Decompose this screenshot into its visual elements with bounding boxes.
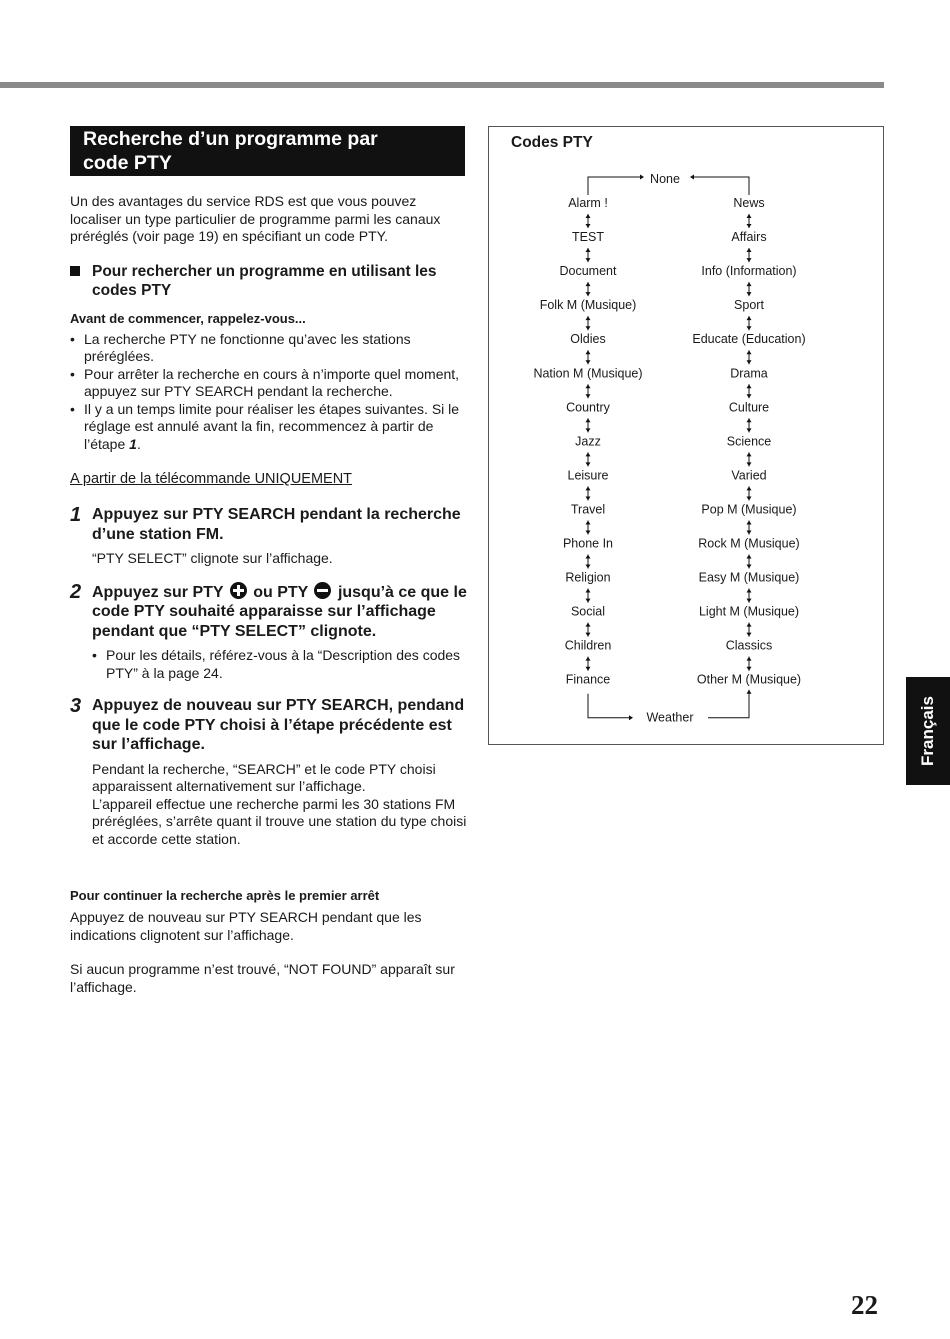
pty-code-none: None (650, 172, 680, 186)
arrow-head-up-icon (747, 657, 752, 661)
list-item-text: Il y a un temps limite pour réaliser les étapes suivantes. Si le réglage est annulé avant la fin, recommencez à partir de l’étape (84, 400, 460, 452)
minus-circle-icon (314, 582, 331, 599)
pty-code-left: Alarm ! (568, 196, 608, 210)
arrow-head-down-icon (586, 224, 591, 228)
arrow-head-up-icon (747, 452, 752, 456)
arrow-head-up-icon (747, 690, 752, 694)
step-3-body-1: Pendant la recherche, “SEARCH” et le code PTY choisi apparaissent alternativement sur l’affichage. (92, 760, 436, 794)
arrow-head-up-icon (586, 384, 591, 388)
arrow-head-up-icon (747, 555, 752, 559)
arrow-head-right-icon (640, 175, 644, 180)
arrow-head-down-icon (747, 565, 752, 569)
arrow-head-up-icon (586, 418, 591, 422)
step-instruction (92, 582, 470, 642)
arrow-head-down-icon (586, 394, 591, 398)
arrow-head-up-icon (747, 248, 752, 252)
step-1 (70, 505, 470, 544)
list-item-end: . (136, 435, 141, 452)
arrow-head-down-icon (747, 667, 752, 671)
pty-code-left: Finance (565, 672, 611, 687)
arrow-head-up-icon (747, 282, 752, 286)
pty-code-left: Religion (565, 570, 611, 585)
subsection-heading-text: Pour rechercher un programme en utilisant les codes PTY (92, 262, 437, 299)
arrow-head-up-icon (747, 520, 752, 524)
pty-code-right: Drama (730, 366, 768, 381)
arrow-head-up-icon (586, 589, 591, 593)
connector-top-left (588, 177, 640, 195)
arrow-head-down-icon (586, 565, 591, 569)
step-instruction: Appuyez sur PTY SEARCH pendant la recherche d’une station FM. (92, 506, 461, 543)
pty-code-left: Oldies (570, 332, 606, 347)
arrow-head-down-icon (747, 428, 752, 432)
pty-code-weather: Weather (646, 710, 694, 725)
arrow-head-up-icon (586, 350, 591, 354)
list-item: • Pour les détails, référez-vous à la “Description des codes PTY” à la page 24. (92, 647, 470, 682)
pty-code-right: News (733, 196, 765, 210)
step-1-body: “PTY SELECT” clignote sur l’affichage. (92, 550, 333, 566)
before-start-heading: Avant de commencer, rappelez-vous... (70, 310, 306, 326)
pty-code-left: Leisure (567, 468, 609, 483)
pty-code-left: Folk M (Musique) (539, 298, 637, 313)
pty-code-left: Document (559, 264, 617, 279)
arrow-head-right-icon (629, 715, 633, 720)
continue-text-1: Appuyez de nouveau sur PTY SEARCH pendant que les indications clignotent sur l’affichage. (70, 909, 422, 943)
arrow-head-down-icon (747, 394, 752, 398)
arrow-head-up-icon (747, 418, 752, 422)
step-2-text-b: ou PTY (253, 583, 309, 601)
arrow-head-up-icon (586, 452, 591, 456)
step-3-body (70, 761, 470, 849)
pty-code-left: Country (566, 400, 610, 415)
pty-code-right: Educate (Education) (692, 332, 806, 347)
pty-code-left: Nation M (Musique) (533, 366, 643, 381)
pty-code-right: Affairs (731, 230, 767, 245)
step-2-body (70, 647, 470, 682)
pty-code-right: Pop M (Musique) (701, 502, 797, 517)
pty-code-right: Info (Information) (701, 264, 797, 279)
pty-codes-title: Codes PTY (511, 134, 593, 151)
arrow-head-up-icon (586, 486, 591, 490)
pty-code-left: Social (570, 604, 606, 619)
pty-code-right: Light M (Musique) (698, 604, 800, 619)
connector-top-right (694, 177, 749, 195)
arrow-head-left-icon (690, 175, 694, 180)
arrow-head-up-icon (747, 214, 752, 218)
arrow-head-down-icon (586, 258, 591, 262)
main-text-column (70, 193, 470, 996)
arrow-head-down-icon (586, 531, 591, 535)
square-bullet-icon (70, 266, 80, 276)
arrow-head-up-icon (586, 248, 591, 252)
pty-code-right: Classics (725, 638, 773, 653)
arrow-head-down-icon (747, 462, 752, 466)
section-title-line1: Recherche d’un programme par (83, 128, 378, 150)
remote-only-label: A partir de la télécommande UNIQUEMENT (70, 471, 353, 487)
pty-code-right: Sport (734, 298, 764, 313)
section-title-line2: code PTY (83, 152, 172, 174)
arrow-head-up-icon (747, 486, 752, 490)
arrow-head-up-icon (586, 214, 591, 218)
plus-circle-icon (230, 582, 247, 599)
arrow-head-down-icon (586, 360, 591, 364)
section-title (70, 126, 465, 176)
pty-code-left: Phone In (562, 536, 614, 551)
step-number: 2 (70, 580, 82, 603)
list-item: • Pour arrêter la recherche en cours à n’importe quel moment, appuyez sur PTY SEARCH pendant la recherche. (70, 366, 470, 401)
top-rule (0, 82, 884, 88)
step-3-body-2: L’appareil effectue une recherche parmi les 30 stations FM préréglées, s’arrête quant il trouve une station du type choisi et accorde cette station. (92, 795, 467, 847)
pty-code-left: TEST (572, 230, 604, 245)
pty-code-right: Varied (731, 468, 767, 483)
arrow-head-down-icon (586, 462, 591, 466)
connector-bottom-right (708, 690, 749, 718)
arrow-head-down-icon (586, 496, 591, 500)
step-reference: 1 (129, 435, 137, 452)
pty-codes-box (488, 126, 884, 745)
continue-heading: Pour continuer la recherche après le premier arrêt (70, 888, 380, 903)
pty-code-right: Culture (728, 400, 770, 415)
arrow-head-down-icon (586, 599, 591, 603)
arrow-head-up-icon (586, 316, 591, 320)
arrow-head-up-icon (586, 657, 591, 661)
arrow-head-up-icon (586, 282, 591, 286)
arrow-head-down-icon (586, 428, 591, 432)
arrow-head-up-icon (747, 384, 752, 388)
arrow-head-down-icon (586, 667, 591, 671)
pty-code-right: Science (726, 434, 772, 449)
arrow-head-up-icon (586, 623, 591, 627)
pty-code-right: Rock M (Musique) (698, 536, 800, 551)
arrow-head-down-icon (586, 292, 591, 296)
arrow-head-down-icon (747, 599, 752, 603)
arrow-head-down-icon (747, 224, 752, 228)
arrow-head-down-icon (747, 258, 752, 262)
list-item: • La recherche PTY ne fonctionne qu’avec les stations préréglées. (70, 331, 470, 366)
arrow-head-down-icon (747, 326, 752, 330)
arrow-head-up-icon (747, 316, 752, 320)
page-number: 22 (851, 1290, 878, 1320)
pty-code-right: Other M (Musique) (696, 672, 802, 687)
step-instruction: Appuyez de nouveau sur PTY SEARCH, pendand que le code PTY choisi à l’étape précédente est sur l’affichage. (92, 697, 465, 753)
arrow-head-up-icon (747, 623, 752, 627)
before-start-list (70, 331, 470, 454)
arrow-head-down-icon (747, 292, 752, 296)
arrow-head-up-icon (747, 589, 752, 593)
step-3 (70, 696, 470, 755)
subsection-heading (70, 262, 470, 300)
language-tab (906, 677, 950, 785)
pty-code-cycle-diagram (489, 127, 885, 746)
intro-paragraph: Un des avantages du service RDS est que vous pouvez localiser un type particulier de programme parmi les canaux préréglés (voir page 19) en spécifiant un code PTY. (70, 193, 441, 244)
arrow-head-down-icon (586, 633, 591, 637)
list-item (70, 401, 470, 454)
language-tab-label: Français (918, 696, 937, 766)
arrow-head-down-icon (747, 496, 752, 500)
step-2-text-c: jusqu’à ce que le code PTY souhaité apparaisse sur l’affichage pendant que “PTY SELECT” clignote. (92, 583, 467, 640)
arrow-head-up-icon (586, 555, 591, 559)
pty-code-left: Children (564, 638, 612, 653)
step-number: 3 (70, 695, 82, 717)
pty-code-right: Easy M (Musique) (698, 570, 800, 585)
arrow-head-down-icon (747, 360, 752, 364)
arrow-head-up-icon (747, 350, 752, 354)
pty-code-left: Travel (570, 502, 606, 517)
continue-text-2: Si aucun programme n’est trouvé, “NOT FOUND” apparaît sur l’affichage. (70, 961, 455, 995)
arrow-head-down-icon (586, 326, 591, 330)
arrow-head-down-icon (747, 633, 752, 637)
pty-code-left: Jazz (575, 434, 601, 449)
connector-bottom-left (588, 694, 629, 718)
step-2 (70, 582, 470, 642)
step-2-text-a: Appuyez sur PTY (92, 583, 224, 601)
arrow-head-up-icon (586, 520, 591, 524)
step-number: 1 (70, 504, 82, 526)
arrow-head-down-icon (747, 531, 752, 535)
